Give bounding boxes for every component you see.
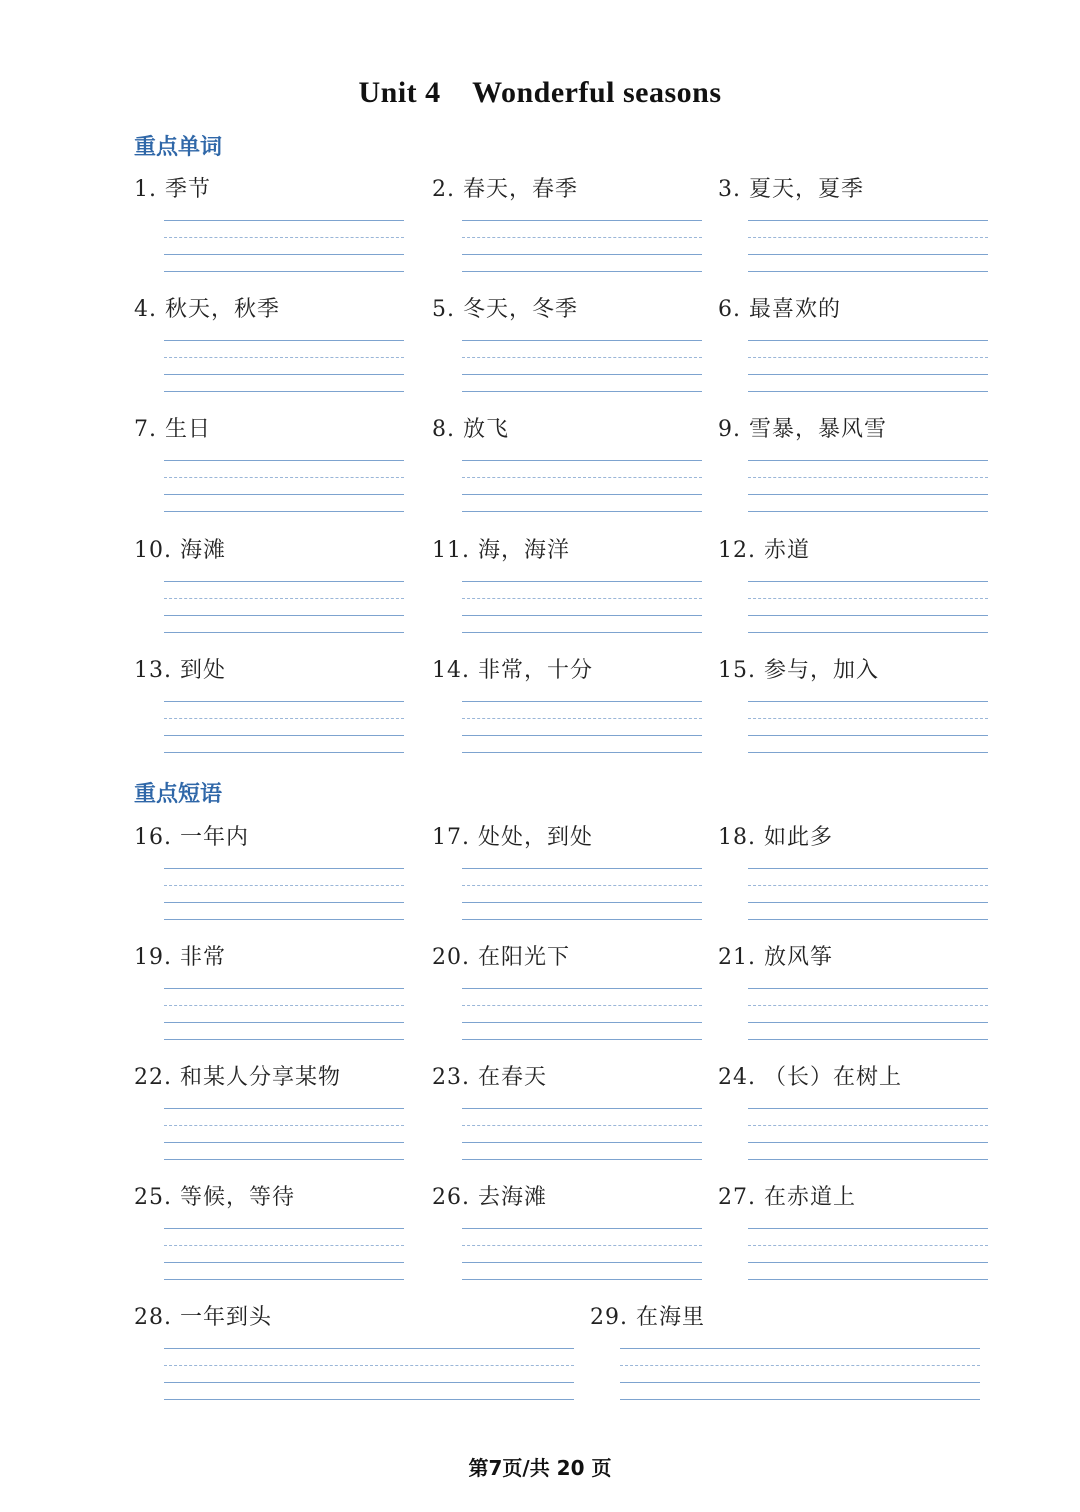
writing-line (462, 1228, 702, 1229)
writing-lines[interactable] (748, 1108, 988, 1160)
writing-line (748, 271, 988, 272)
writing-line (164, 271, 404, 272)
writing-line (164, 1365, 574, 1366)
writing-line (164, 1245, 404, 1246)
item-label: 27. 在赤道上 (718, 1185, 856, 1210)
writing-line (748, 868, 988, 869)
writing-lines[interactable] (164, 701, 404, 753)
exercise-item (718, 416, 988, 512)
writing-line (748, 494, 988, 495)
writing-lines[interactable] (164, 340, 404, 392)
exercise-item (134, 1184, 404, 1280)
writing-line (462, 1108, 702, 1109)
writing-line (462, 220, 702, 221)
writing-line (748, 919, 988, 920)
writing-line (462, 1005, 702, 1006)
writing-line (462, 511, 702, 512)
writing-line (164, 868, 404, 869)
writing-line (164, 598, 404, 599)
item-label: 11. 海，海洋 (432, 538, 570, 563)
exercise-item (432, 944, 702, 1040)
exercise-item (718, 944, 988, 1040)
writing-line (164, 1125, 404, 1126)
writing-line (164, 1348, 574, 1349)
writing-line (462, 615, 702, 616)
item-label: 14. 非常，十分 (432, 658, 593, 683)
writing-line (748, 391, 988, 392)
writing-line (462, 1262, 702, 1263)
item-label: 4. 秋天，秋季 (134, 297, 280, 322)
writing-line (748, 598, 988, 599)
writing-line (164, 1108, 404, 1109)
writing-line (620, 1365, 980, 1366)
writing-line (748, 460, 988, 461)
exercise-item (718, 537, 988, 633)
writing-line (164, 1399, 574, 1400)
exercise-item (432, 824, 702, 920)
writing-lines[interactable] (748, 581, 988, 633)
writing-line (748, 735, 988, 736)
writing-line (462, 902, 702, 903)
item-label: 29. 在海里 (590, 1305, 705, 1330)
writing-line (164, 237, 404, 238)
writing-line (462, 460, 702, 461)
exercise-item (134, 176, 404, 272)
writing-line (748, 615, 988, 616)
writing-lines[interactable] (164, 460, 404, 512)
writing-line (462, 718, 702, 719)
exercise-item (134, 296, 404, 392)
writing-line (748, 1039, 988, 1040)
exercise-item (718, 296, 988, 392)
exercise-item (134, 537, 404, 633)
writing-line (164, 581, 404, 582)
writing-line (164, 340, 404, 341)
exercise-item (432, 657, 702, 753)
writing-line (164, 391, 404, 392)
writing-line (748, 1125, 988, 1126)
exercise-item (718, 176, 988, 272)
exercise-item (432, 1064, 702, 1160)
writing-line (462, 1159, 702, 1160)
writing-line (462, 374, 702, 375)
item-label: 22. 和某人分享某物 (134, 1065, 341, 1090)
writing-line (462, 1039, 702, 1040)
writing-line (748, 885, 988, 886)
exercise-item (432, 537, 702, 633)
writing-line (164, 615, 404, 616)
writing-line (164, 477, 404, 478)
item-label: 1. 季节 (134, 177, 211, 202)
writing-line (164, 735, 404, 736)
writing-line (164, 374, 404, 375)
writing-line (462, 752, 702, 753)
section-heading-key-phrases: 重点短语 (134, 782, 223, 807)
item-label: 12. 赤道 (718, 538, 810, 563)
writing-line (462, 632, 702, 633)
writing-line (164, 1142, 404, 1143)
writing-line (462, 1022, 702, 1023)
writing-line (748, 1279, 988, 1280)
writing-line (748, 374, 988, 375)
writing-line (748, 1159, 988, 1160)
writing-line (748, 1022, 988, 1023)
writing-line (164, 220, 404, 221)
writing-line (748, 1142, 988, 1143)
writing-lines[interactable] (748, 220, 988, 272)
exercise-item (432, 1184, 702, 1280)
writing-line (462, 1279, 702, 1280)
item-label: 9. 雪暴，暴风雪 (718, 417, 887, 442)
item-label: 24. （长）在树上 (718, 1065, 902, 1090)
writing-line (164, 1159, 404, 1160)
writing-line (164, 718, 404, 719)
writing-lines[interactable] (748, 868, 988, 920)
writing-line (748, 357, 988, 358)
writing-lines[interactable] (462, 340, 702, 392)
writing-line (748, 581, 988, 582)
exercise-item (134, 416, 404, 512)
exercise-item (718, 1064, 988, 1160)
writing-line (462, 271, 702, 272)
writing-line (462, 340, 702, 341)
writing-lines[interactable] (164, 581, 404, 633)
writing-line (462, 735, 702, 736)
writing-lines[interactable] (462, 988, 702, 1040)
writing-line (164, 752, 404, 753)
writing-line (748, 752, 988, 753)
writing-line (164, 1039, 404, 1040)
writing-line (620, 1399, 980, 1400)
exercise-item (134, 1304, 574, 1400)
item-label: 18. 如此多 (718, 825, 833, 850)
writing-line (462, 1125, 702, 1126)
writing-line (164, 919, 404, 920)
item-label: 17. 处处，到处 (432, 825, 593, 850)
exercise-item (432, 176, 702, 272)
exercise-item (718, 1184, 988, 1280)
writing-line (164, 885, 404, 886)
exercise-item (134, 1064, 404, 1160)
writing-line (620, 1382, 980, 1383)
exercise-item (432, 296, 702, 392)
exercise-item (432, 416, 702, 512)
writing-lines[interactable] (164, 1348, 574, 1400)
item-label: 23. 在春天 (432, 1065, 547, 1090)
writing-lines[interactable] (748, 988, 988, 1040)
writing-line (462, 581, 702, 582)
writing-line (164, 1022, 404, 1023)
writing-line (748, 1245, 988, 1246)
writing-line (462, 477, 702, 478)
writing-lines[interactable] (164, 220, 404, 272)
writing-line (462, 494, 702, 495)
writing-lines[interactable] (748, 1228, 988, 1280)
exercise-item (590, 1304, 980, 1400)
writing-line (748, 511, 988, 512)
writing-line (164, 460, 404, 461)
writing-lines[interactable] (748, 340, 988, 392)
exercise-item (718, 824, 988, 920)
item-label: 8. 放飞 (432, 417, 509, 442)
writing-line (748, 718, 988, 719)
writing-line (164, 632, 404, 633)
writing-line (748, 477, 988, 478)
writing-line (748, 1108, 988, 1109)
writing-lines[interactable] (748, 460, 988, 512)
writing-lines[interactable] (462, 460, 702, 512)
writing-line (748, 340, 988, 341)
writing-lines[interactable] (462, 1108, 702, 1160)
item-label: 3. 夏天，夏季 (718, 177, 864, 202)
item-label: 19. 非常 (134, 945, 226, 970)
writing-lines[interactable] (462, 220, 702, 272)
writing-lines[interactable] (164, 988, 404, 1040)
exercise-item (134, 944, 404, 1040)
item-label: 7. 生日 (134, 417, 211, 442)
page-title: Unit 4 Wonderful seasons (358, 76, 722, 109)
writing-line (748, 902, 988, 903)
item-label: 21. 放风筝 (718, 945, 833, 970)
page-footer: 第7页/共 20 页 (468, 1456, 612, 1480)
writing-line (164, 701, 404, 702)
writing-line (748, 632, 988, 633)
writing-line (164, 902, 404, 903)
item-label: 10. 海滩 (134, 538, 226, 563)
writing-line (462, 919, 702, 920)
exercise-item (134, 657, 404, 753)
writing-lines[interactable] (164, 1108, 404, 1160)
writing-line (748, 1228, 988, 1229)
item-label: 5. 冬天，冬季 (432, 297, 578, 322)
writing-line (748, 254, 988, 255)
item-label: 6. 最喜欢的 (718, 297, 841, 322)
writing-line (164, 988, 404, 989)
item-label: 20. 在阳光下 (432, 945, 570, 970)
writing-line (462, 357, 702, 358)
exercise-item (134, 824, 404, 920)
writing-line (164, 1228, 404, 1229)
writing-line (164, 1262, 404, 1263)
writing-line (462, 701, 702, 702)
item-label: 2. 春天，春季 (432, 177, 578, 202)
writing-line (462, 598, 702, 599)
writing-line (462, 1142, 702, 1143)
writing-line (462, 868, 702, 869)
writing-line (164, 1382, 574, 1383)
writing-line (462, 1245, 702, 1246)
writing-line (164, 254, 404, 255)
item-label: 28. 一年到头 (134, 1305, 272, 1330)
item-label: 15. 参与，加入 (718, 658, 879, 683)
writing-line (164, 1005, 404, 1006)
item-label: 26. 去海滩 (432, 1185, 547, 1210)
writing-lines[interactable] (462, 868, 702, 920)
writing-line (748, 701, 988, 702)
writing-lines[interactable] (164, 1228, 404, 1280)
section-heading-key-words: 重点单词 (134, 135, 223, 160)
writing-line (748, 988, 988, 989)
writing-lines[interactable] (748, 701, 988, 753)
item-label: 13. 到处 (134, 658, 226, 683)
writing-lines[interactable] (620, 1348, 980, 1400)
writing-lines[interactable] (462, 581, 702, 633)
writing-line (748, 220, 988, 221)
writing-line (620, 1348, 980, 1349)
writing-lines[interactable] (462, 1228, 702, 1280)
writing-lines[interactable] (462, 701, 702, 753)
exercise-item (718, 657, 988, 753)
writing-line (164, 511, 404, 512)
writing-line (462, 391, 702, 392)
writing-line (748, 1262, 988, 1263)
writing-line (462, 885, 702, 886)
writing-line (462, 237, 702, 238)
writing-line (164, 1279, 404, 1280)
writing-line (164, 357, 404, 358)
writing-line (164, 494, 404, 495)
writing-lines[interactable] (164, 868, 404, 920)
writing-line (748, 237, 988, 238)
item-label: 16. 一年内 (134, 825, 249, 850)
writing-line (748, 1005, 988, 1006)
writing-line (462, 988, 702, 989)
writing-line (462, 254, 702, 255)
item-label: 25. 等候，等待 (134, 1185, 295, 1210)
